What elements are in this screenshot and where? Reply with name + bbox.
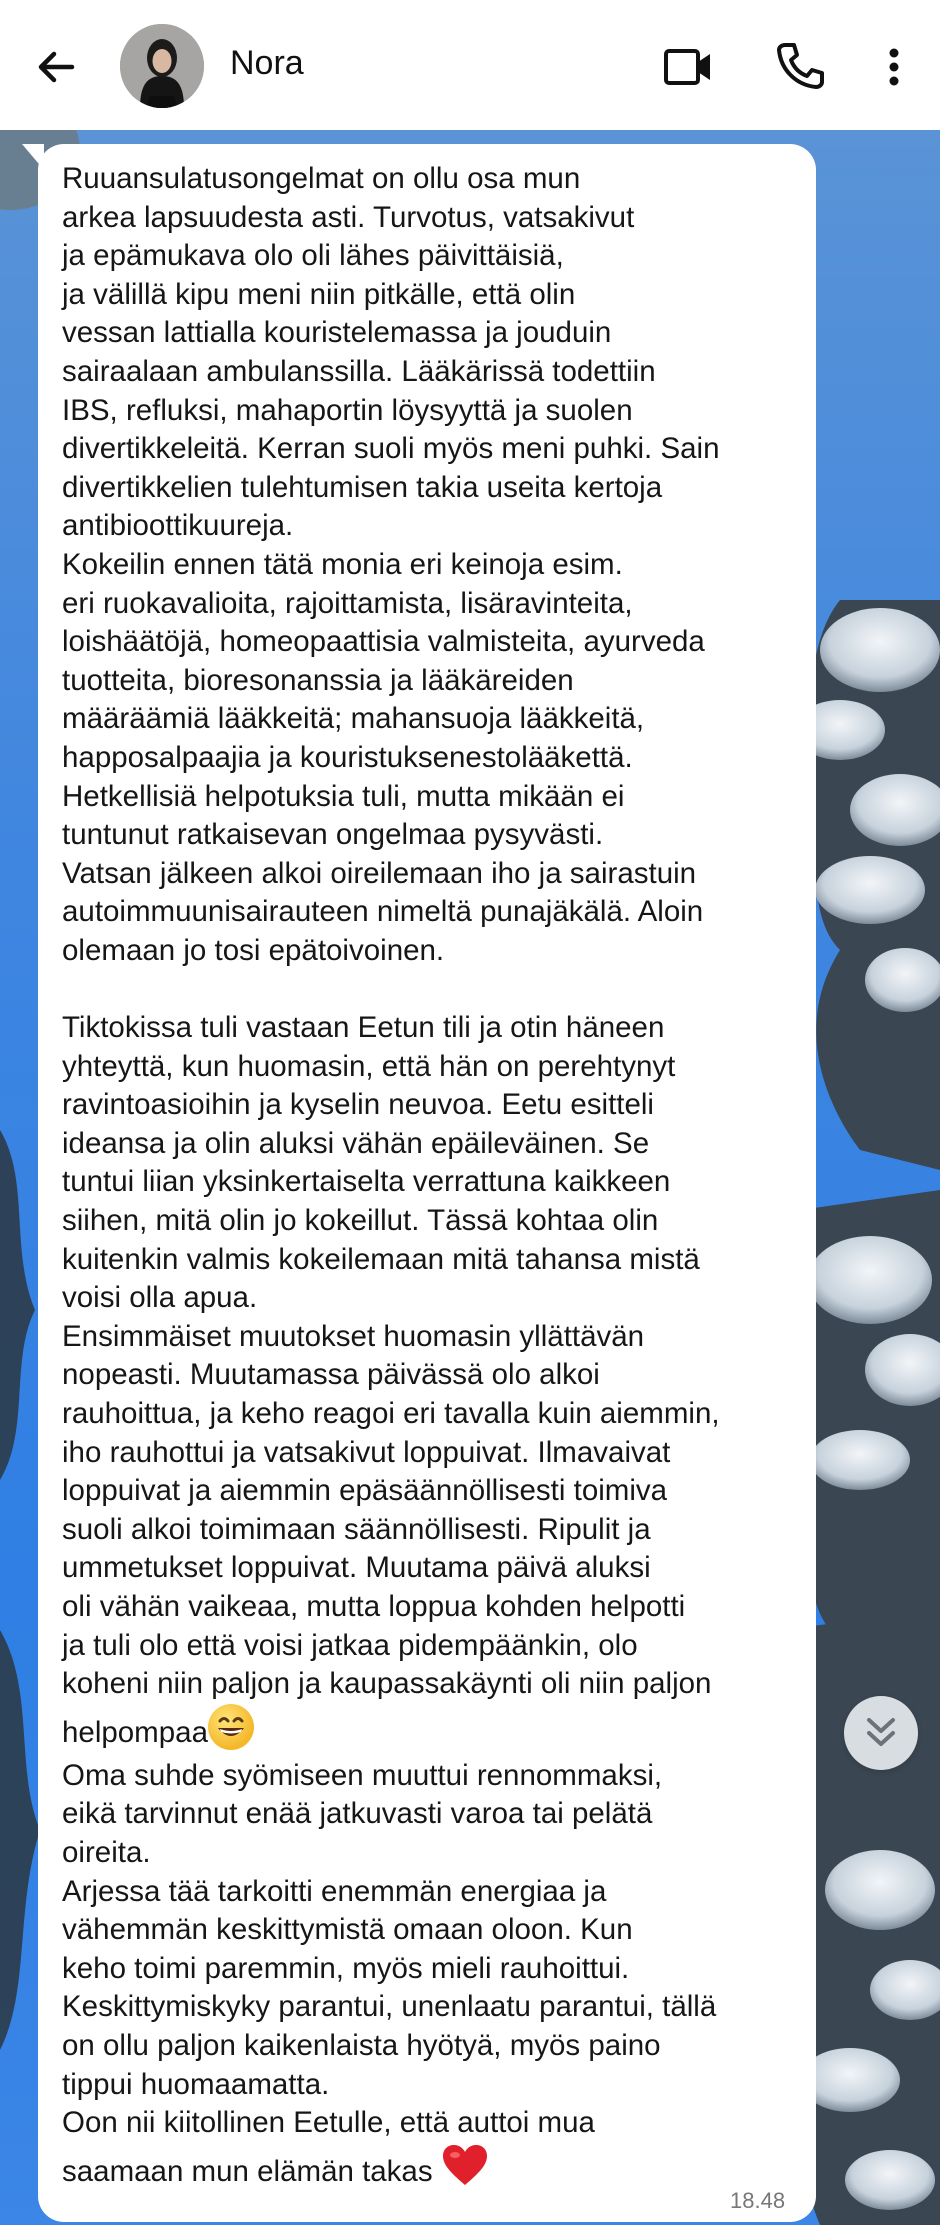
message-line-with-emoji	[62, 1704, 807, 1757]
message-blank-line	[62, 970, 807, 1009]
more-options-button[interactable]	[874, 40, 914, 94]
message-paragraph: Ensimmäiset muutokset huomasin yllättävän nopeasti. Muutamassa päivässä olo alkoi rauhoittua, ja keho reagoi eri tavalla kuin aiemmin, iho rauhottui ja vatsakivut loppuivat. Ilmavaivat loppuivat ja aiemmin epäsäännöllisesti toimiva suoli alkoi toimimaan säännöllisesti. Ripulit ja ummetukset loppuivat. Muutama päivä aluksi oli vähän vaikeaa, mutta loppua kohden helpotti ja tuli olo että voisi jatkaa pidempäänkin, olo koheni niin paljon ja kaupassakäynti oli niin paljon	[62, 1319, 720, 1701]
chat-header	[0, 0, 940, 130]
message-text-helpompaa: helpompaa	[62, 1715, 208, 1749]
grinning-face-emoji-icon	[208, 1704, 254, 1750]
message-timestamp: 18.48	[730, 2188, 786, 2213]
red-heart-emoji-icon	[441, 2143, 489, 2187]
message-paragraph: Oon nii kiitollinen Eetulle, että auttoi mua	[62, 2106, 595, 2140]
message-paragraph: Tiktokissa tuli vastaan Eetun tili ja otin häneen yhteyttä, kun huomasin, että hän on perehtynyt ravintoasioihin ja kyselin neuvoa. Eetu esitteli ideansa ja olin aluksi vähän epäileväinen. Se tuntui liian yksinkertaiselta verrattuna kaikkeen siihen, mitä olin jo kokeillut. Tässä kohtaa olin kuitenkin valmis kokeilemaan mitä tahansa mistä voisi olla apua.	[62, 1011, 700, 1315]
contact-name[interactable]: Nora	[230, 44, 304, 82]
video-call-button[interactable]	[662, 40, 716, 94]
message-paragraph: Ruuansulatusongelmat on ollu osa mun arkea lapsuudesta asti. Turvotus, vatsakivut ja epämukava olo oli lähes päivittäisiä, ja välillä kipu meni niin pitkälle, että olin vessan lattialla kouristelemassa ja jouduin sairaalaan ambulanssilla. Lääkärissä todettiin IBS, refluksi, mahaportin löysyyttä ja suolen divertikkeleitä. Kerran suoli myös meni puhki. Sain divertikkelien tulehtumisen takia useita kertoja antibioottikuureja.	[62, 162, 720, 543]
avatar[interactable]	[120, 24, 204, 108]
phone-icon	[772, 38, 828, 94]
message-paragraph: Oma suhde syömiseen muuttui rennommaksi, eikä tarvinnut enää jatkuvasti varoa tai pelätä oireita.	[62, 1758, 663, 1869]
message-paragraph: Kokeilin ennen tätä monia eri keinoja esim. eri ruokavalioita, rajoittamista, lisäravinteita, loishäätöjä, homeopaattisia valmisteita, ayurveda tuotteita, bioresonanssia ja lääkäreiden määräämiä lääkkeitä; mahansuoja lääkkeitä, happosalpaajia ja kouristuksenestolääkettä. Hetkellisiä helpotuksia tuli, mutta mikään ei tuntunut ratkaisevan ongelmaa pysyvästi. Vatsan jälkeen alkoi oireilemaan iho ja sairastuin autoimmuunisairauteen nimeltä punajäkälä. Aloin olemaan jo tosi epätoivoinen.	[62, 547, 705, 967]
more-vert-icon	[874, 40, 914, 94]
back-arrow-icon	[30, 40, 84, 94]
double-chevron-down-icon	[844, 1696, 918, 1770]
message-line-with-emoji	[62, 2143, 807, 2197]
message-paragraph: Arjessa tää tarkoitti enemmän energiaa ja vähemmän keskittymistä omaan oloon. Kun keho toimi paremmin, myös mieli rauhoittui. Keskittymiskyky parantui, unenlaatu parantui, tällä on ollu paljon kaikenlaista hyötyä, myös paino tippui huomaamatta.	[62, 1874, 717, 2101]
message-text[interactable]	[62, 160, 807, 2197]
video-camera-icon	[662, 40, 716, 94]
message-text-last: saamaan mun elämän takas	[62, 2154, 433, 2188]
scroll-to-bottom-button[interactable]	[844, 1696, 918, 1770]
back-button[interactable]	[30, 40, 84, 94]
voice-call-button[interactable]	[772, 38, 828, 94]
